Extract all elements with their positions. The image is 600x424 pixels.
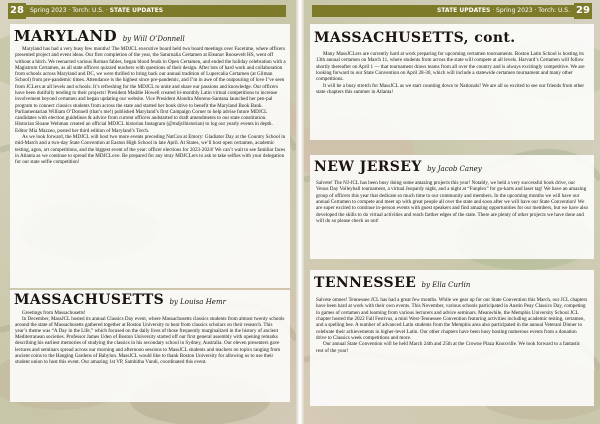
tennessee-byline: by Ella Curlin (421, 281, 471, 289)
paragraph: Greetings from Massachusetts! (22, 310, 86, 316)
new-jersey-byline: by Jacob Caney (427, 165, 482, 173)
maryland-article-body (15, 46, 286, 165)
massachusetts-byline: by Louisa Hemr (169, 298, 226, 306)
paragraph: Many MassJCLers are currently hard at work preparing for upcoming certamen tournaments. Boston Latin School is hosting its 13th annual certamen on March 11, where students from across the state will compete at all levels. Harvard’s Certamen will follow shortly thereafter on April 1 — that tournament draws teams from all over the country and is always excitingly competitive. We are looking forward to our State Convention on April 28-30, which will include a statewide certamen tournament and many other competitions. (316, 51, 585, 83)
tennessee-heading: TENNESSEE by Ella Curlin (314, 275, 471, 291)
paragraph: Salvete omnes! Tennessee JCL has had a great few months. While we gear up for our State Convention this March, our JCL chapters have been hard at work with their own events. This November, various schools participated in Austin Peay Classics Day, competing in games of certamen and learning from various lecturers and advice seminars. Meanwhile, the Memphis University School JCL chapter hosted the 2022 Fall Festivus, a mini West-Tennessee Convention featuring activities including academic testing, certamen, and a spelling bee. A number of advanced Latin students from the Memphis area also participated in the annual Veterani Dinner to celebrate their achievements in higher-level Latin. Our other chapters have been busy hosting numerous events from a donation drive to Classics week competitions and more. (316, 297, 588, 342)
page-number: 28 (8, 3, 26, 19)
massachusetts-panel (10, 290, 290, 402)
tennessee-article-body (316, 297, 588, 354)
paragraph: As we look forward, the MDJCL will host two more events preceding NatCon at Emory: Gladiator Day at the Country School in mid-March and a two-day State Convention at Easton High School in late April. At States, we’ll host open certamen, academic testing, agon, art competitions, and the biggest event of the year: officer elections for 2023-2024! We can’t wait to see familiar faces in Atlanta as we continue to spread the MDJCLove. Be prepared for any stray MDJCLers to ask to take selfies with your delegation for our state selfie competition! (15, 133, 286, 166)
maryland-panel (10, 24, 290, 288)
header-text: STATE UPDATES · Spring 2023 · Torch: U.S. (436, 7, 570, 14)
massachusetts-cont-panel (310, 24, 594, 140)
new-jersey-panel (310, 155, 594, 259)
massachusetts-article-body (15, 310, 286, 365)
massachusetts-heading: MASSACHUSETTS by Louisa Hemr (14, 292, 226, 308)
page-number: 29 (574, 3, 592, 19)
paragraph: Our annual State Convention will be held March 24th and 25th at the Crowne Plaza Knoxville. We look forward to a fantastic rest of the year! (316, 341, 581, 354)
massachusetts-cont-article-body (316, 51, 588, 95)
spread-gutter (296, 0, 304, 424)
left-page (0, 0, 296, 424)
new-jersey-article-body (316, 180, 588, 224)
paragraph: Salvete! The NJ-JCL has been busy doing some amazing projects this year! Notably, we held a very successful book drive, our Venus Day Volleyball tournament, a virtual Jeopardy night, and a night at “Funplex” for go-karts and laser tag! We have an amazing group of officers this year that dedicate so much time to our community and members. In the upcoming months we will have our annual Certamen to compete and meet up with great people all over the state and soon after we will have our State Convention! We are super excited to continue in-person events with guest speakers and find amazing opportunities for our members, but we have also developed the skills to do virtual activities and reach farther edges of the state. There are plenty of other projects we have done and will do so please check us out! (316, 180, 588, 225)
page-header (8, 5, 286, 17)
massachusetts-cont-heading: MASSACHUSETTS, cont. (314, 30, 516, 46)
paragraph: Maryland has had a very busy few months! The MDJCL executive board held two board meetings over Facetime, where officers presented project and event ideas. Our first completion of the year, the Saturnalia Certamen at Eleanor Roosevelt HS, went off without a hitch. We reenacted various Roman fables, began blood feuds in Open Certamen, and ended the holiday celebration with a Magistrum Certamen, as all state officers quizzed teachers with questions of their design. After lots of hard work and collaboration from schools across Maryland and DC, we were thrilled to bring back our annual tradition of Lupercalia Certamen (at Gilman School) from pre-pandemic times. Attendance is the highest since pre-pandemic, and I’m in awe of the outpouring of love I’ve seen from JCLers at all levels and schools. It’s refreshing for the MDJCL to unite and share our passions and knowledge. Our officers have been dutifully tending to their projects! President Maddie Howell created bi-monthly Latin virtual competitions to increase involvement beyond certamen and began updating our website. Vice President Alondra Moreno-Santana launched her pen-pal program to connect classics students from across the state and started her book drive to benefit the Maryland Book Bank. Parliamentarian William O’Donnell (that’s me!) published Maryland’s first Campaign Corner to help advise future MDJCL candidates with election guidelines & advice from current officers andstarted to draft amendments to our state constitution. Historian Sloane Wehman created an official MDJCL historian Instagram (@mdjclhistorian) to log our yearly events in depth. Editor Mia Mazzeo, posted her third edition of Maryland’s Torch. (15, 46, 286, 134)
maryland-heading: MARYLAND by Will O’Donnell (14, 27, 185, 45)
maryland-byline: by Will O’Donnell (122, 35, 185, 43)
new-jersey-heading: NEW JERSEY by Jacob Caney (314, 159, 482, 175)
tennessee-panel (310, 270, 594, 406)
right-page (304, 0, 600, 424)
page-header (312, 5, 592, 17)
header-text: Spring 2023 · Torch: U.S. · STATE UPDATES (30, 7, 164, 14)
paragraph: In December, MassJCL hosted its annual Classics Day event, where Massachusetts classics students from almost twenty schools around the state of Massachusetts gathered together at Boston University to hear from classics scholars on their research. This year’s theme was “A Day in the Life,” which focused on the daily lives of those frequently marginalized in the history of ancient Mediterranean societies. Professor James Uden of Boston University started off our first general assembly with opening remarks describing his earliest memories of studying the classics in his secondary school in Sydney, Australia. Our eleven presenters gave lectures and seminars spread across our morning and afternoon sessions to MassJCL students and teachers on topics ranging from ancient coins to the Hanging Gardens of Babylon. MassJCL would like to thank Boston University for allowing us to use their student union to host this event. Our amazing 1st VP, Samhitha Vundi, coordinated this event. (15, 316, 285, 365)
paragraph: It will be a busy stretch for MassJCL as we start counting down to Nationals! We are all so excited to see our friends from other state chapters this summer in Atlanta! (316, 82, 585, 96)
